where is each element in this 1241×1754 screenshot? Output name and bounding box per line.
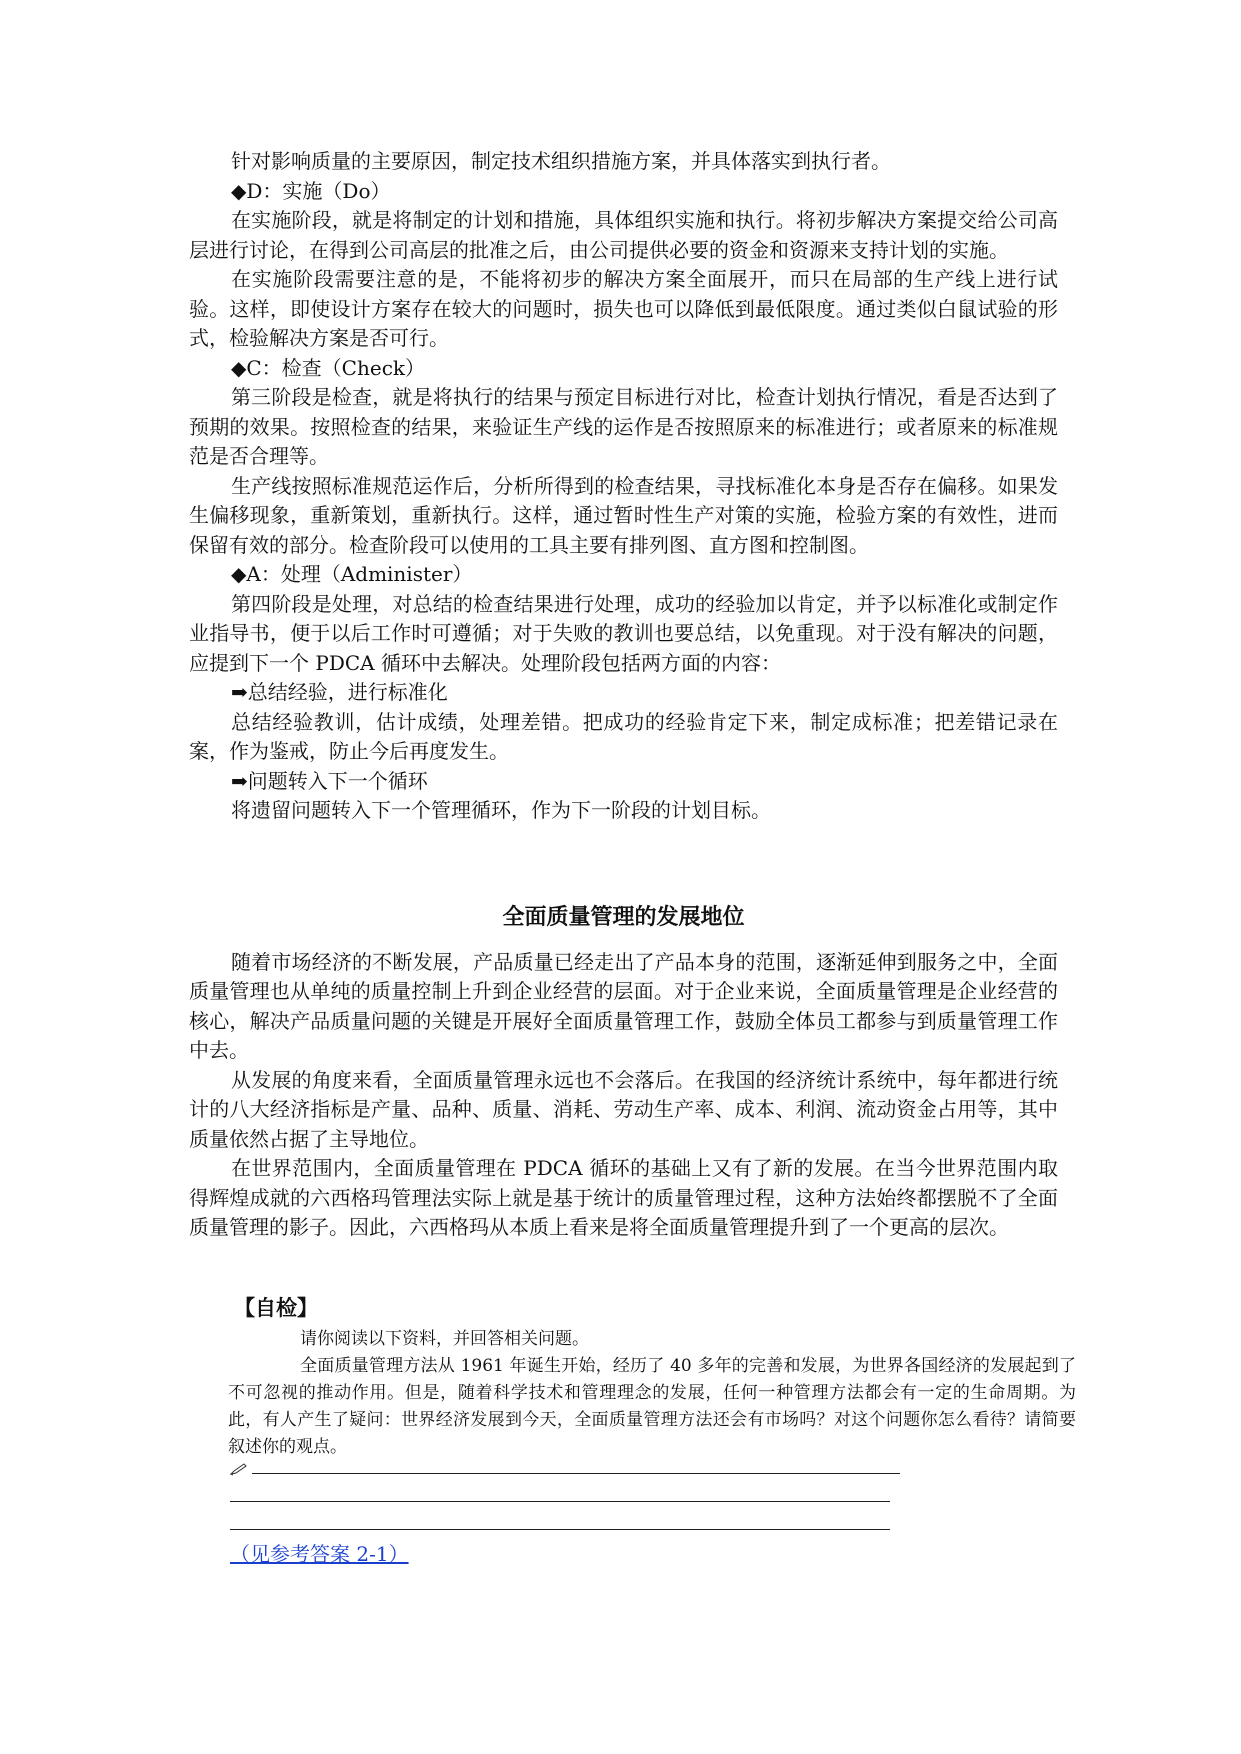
answer-line[interactable]	[230, 1506, 900, 1534]
subheading-next-cycle: ➡问题转入下一个循环	[231, 768, 428, 793]
paragraph: 将遗留问题转入下一个管理循环，作为下一阶段的计划目标。	[231, 798, 771, 822]
answer-rule	[230, 1501, 890, 1502]
paragraph: 生产线按照标准规范运作后，分析所得到的检查结果，寻找标准化本身是否存在偏移。如果发生偏移现象，重新策划，重新执行。这样，通过暂时性生产对策的实施，检验方案的有效性，进而保留有效的部分。检查阶段可以使用的工具主要有排列图、直方图和控制图。	[189, 473, 1058, 557]
paragraph: 总结经验教训，估计成绩，处理差错。把成功的经验肯定下来，制定成标准；把差错记录在案，作为鉴戒，防止今后再度发生。	[189, 709, 1058, 763]
self-check-material: 全面质量管理方法从 1961 年诞生开始，经历了 40 多年的完善和发展，为世界各国经济的发展起到了不可忽视的推动作用。但是，随着科学技术和管理理念的发展，任何一种管理方法都会有一定的生命周期。为此，有人产生了疑问：世界经济发展到今天，全面质量管理方法还会有市场吗？对这个问题你怎么看待？请简要叙述你的观点。	[228, 1356, 1076, 1457]
self-check-heading: 【自检】	[234, 1296, 318, 1320]
answer-rule	[252, 1473, 900, 1474]
phase-a-heading: ◆A：处理（Administer）	[231, 562, 473, 586]
spacer	[189, 826, 1058, 898]
subheading-standardize: ➡总结经验，进行标准化	[231, 680, 448, 704]
answer-area[interactable]	[230, 1450, 900, 1534]
paragraph: 在实施阶段，就是将制定的计划和措施，具体组织实施和执行。将初步解决方案提交给公司高层进行讨论，在得到公司高层的批准之后，由公司提供必要的资金和资源来支持计划的实施。	[189, 208, 1058, 262]
pen-icon	[230, 1462, 248, 1476]
phase-c-heading: ◆C：检查（Check）	[231, 355, 426, 380]
body-text	[189, 147, 1058, 1243]
phase-d-heading: ◆D：实施（Do）	[231, 178, 391, 203]
section-title: 全面质量管理的发展地位	[502, 904, 745, 930]
answer-line[interactable]	[230, 1478, 900, 1506]
paragraph: 第三阶段是检查，就是将执行的结果与预定目标进行对比，检查计划执行情况，看是否达到了预期的效果。按照检查的结果，来验证生产线的运作是否按照原来的标准进行；或者原来的标准规范是否合理等。	[189, 385, 1058, 468]
paragraph: 在世界范围内，全面质量管理在 PDCA 循环的基础上又有了新的发展。在当今世界范围内取得辉煌成就的六西格玛管理法实际上就是基于统计的质量管理过程，这种方法始终都摆脱不了全面质量管理的影子。因此，六西格玛从本质上看来是将全面质量管理提升到了一个更高的层次。	[189, 1156, 1058, 1239]
paragraph: 在实施阶段需要注意的是，不能将初步的解决方案全面展开，而只在局部的生产线上进行试验。这样，即使设计方案存在较大的问题时，损失也可以降低到最低限度。通过类似白鼠试验的形式，检验解决方案是否可行。	[189, 267, 1058, 350]
paragraph: 从发展的角度来看，全面质量管理永远也不会落后。在我国的经济统计系统中，每年都进行统计的八大经济指标是产量、品种、质量、消耗、劳动生产率、成本、利润、流动资金占用等，其中质量依然占据了主导地位。	[189, 1067, 1058, 1151]
paragraph: 针对影响质量的主要原因，制定技术组织措施方案，并具体落实到执行者。	[231, 149, 891, 173]
self-check-box	[228, 1294, 1076, 1461]
answer-line[interactable]	[230, 1450, 900, 1478]
self-check-instruction: 请你阅读以下资料，并回答相关问题。	[300, 1329, 589, 1349]
paragraph: 第四阶段是处理，对总结的检查结果进行处理，成功的经验加以肯定，并予以标准化或制定作业指导书，便于以后工作时可遵循；对于失败的教训也要总结，以免重现。对于没有解决的问题，应提到下一个 PDCA 循环中去解决。处理阶段包括两方面的内容：	[189, 591, 1058, 675]
reference-answer-link[interactable]: （见参考答案 2-1）	[230, 1542, 409, 1566]
paragraph: 随着市场经济的不断发展，产品质量已经走出了产品本身的范围，逐渐延伸到服务之中，全面质量管理也从单纯的质量控制上升到企业经营的层面。对于企业来说，全面质量管理是企业经营的核心，解决产品质量问题的关键是开展好全面质量管理工作，鼓励全体员工都参与到质量管理工作中去。	[189, 949, 1058, 1062]
answer-rule	[230, 1529, 890, 1530]
